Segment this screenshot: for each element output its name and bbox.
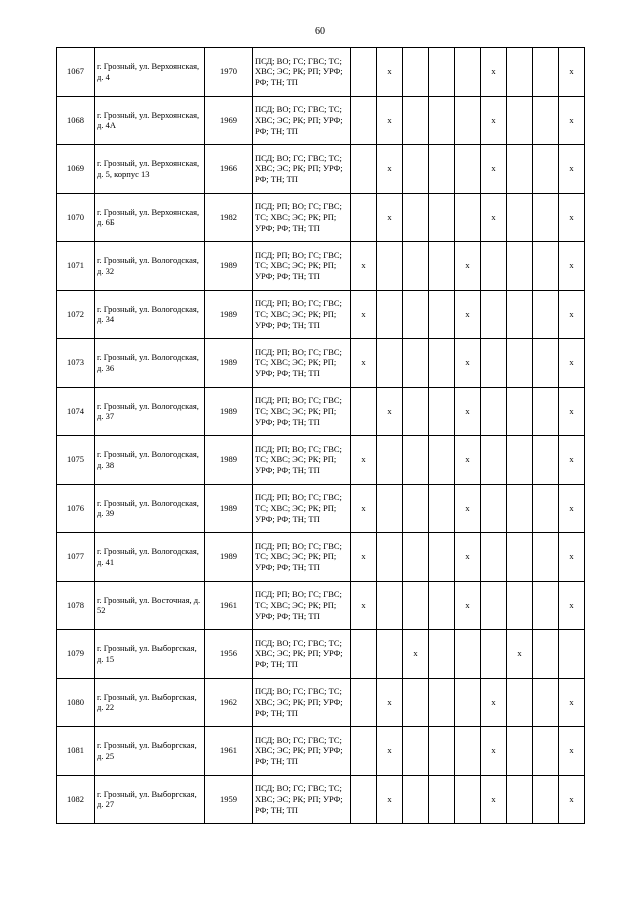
works-list-cell: ПСД; РП; ВО; ГС; ГВС; ТС; ХВС; ЭС; РК; РП; УРФ; РФ; ТН; ТП (253, 387, 351, 436)
works-list-cell: ПСД; РП; ВО; ГС; ГВС; ТС; ХВС; ЭС; РК; РП; УРФ; РФ; ТН; ТП (253, 242, 351, 291)
mark-cell (455, 727, 481, 776)
mark-cell (351, 193, 377, 242)
year-cell: 1989 (205, 533, 253, 582)
mark-cell (533, 96, 559, 145)
mark-cell (377, 290, 403, 339)
mark-cell (429, 581, 455, 630)
mark-cell (533, 436, 559, 485)
row-number-cell: 1068 (57, 96, 95, 145)
address-cell: г. Грозный, ул. Вологодская, д. 39 (95, 484, 205, 533)
table-row (57, 775, 585, 824)
mark-cell (455, 48, 481, 97)
mark-cell: х (377, 193, 403, 242)
table-row (57, 533, 585, 582)
year-cell: 1989 (205, 339, 253, 388)
table-row (57, 48, 585, 97)
address-cell: г. Грозный, ул. Вологодская, д. 32 (95, 242, 205, 291)
mark-cell: х (377, 727, 403, 776)
mark-cell (507, 193, 533, 242)
mark-cell (533, 48, 559, 97)
mark-cell (481, 339, 507, 388)
mark-cell: х (351, 242, 377, 291)
row-number-cell: 1076 (57, 484, 95, 533)
mark-cell: х (377, 145, 403, 194)
mark-cell (481, 630, 507, 679)
mark-cell: х (351, 339, 377, 388)
mark-cell (559, 630, 585, 679)
mark-cell (351, 145, 377, 194)
mark-cell (455, 145, 481, 194)
mark-cell (533, 581, 559, 630)
row-number-cell: 1069 (57, 145, 95, 194)
mark-cell: х (351, 484, 377, 533)
mark-cell (429, 775, 455, 824)
table-row (57, 484, 585, 533)
mark-cell: х (559, 727, 585, 776)
row-number-cell: 1077 (57, 533, 95, 582)
address-cell: г. Грозный, ул. Вологодская, д. 36 (95, 339, 205, 388)
mark-cell: х (559, 678, 585, 727)
address-cell: г. Грозный, ул. Верхоянская, д. 5, корпус 13 (95, 145, 205, 194)
year-cell: 1969 (205, 96, 253, 145)
mark-cell (351, 387, 377, 436)
year-cell: 1961 (205, 581, 253, 630)
mark-cell: х (559, 533, 585, 582)
mark-cell (507, 48, 533, 97)
year-cell: 1989 (205, 290, 253, 339)
year-cell: 1970 (205, 48, 253, 97)
mark-cell (351, 678, 377, 727)
address-cell: г. Грозный, ул. Выборгская, д. 25 (95, 727, 205, 776)
mark-cell (455, 630, 481, 679)
mark-cell: х (559, 436, 585, 485)
mark-cell (403, 242, 429, 291)
mark-cell (377, 533, 403, 582)
mark-cell (403, 96, 429, 145)
mark-cell: х (455, 339, 481, 388)
year-cell: 1989 (205, 436, 253, 485)
mark-cell: х (351, 436, 377, 485)
table-row (57, 145, 585, 194)
page-number: 60 (315, 26, 325, 37)
mark-cell (481, 436, 507, 485)
mark-cell (429, 533, 455, 582)
row-number-cell: 1075 (57, 436, 95, 485)
table-row (57, 581, 585, 630)
address-cell: г. Грозный, ул. Вологодская, д. 37 (95, 387, 205, 436)
mark-cell (533, 387, 559, 436)
mark-cell: х (559, 484, 585, 533)
row-number-cell: 1078 (57, 581, 95, 630)
mark-cell (351, 48, 377, 97)
year-cell: 1966 (205, 145, 253, 194)
row-number-cell: 1072 (57, 290, 95, 339)
mark-cell (533, 484, 559, 533)
mark-cell: х (481, 48, 507, 97)
mark-cell (533, 630, 559, 679)
works-list-cell: ПСД; РП; ВО; ГС; ГВС; ТС; ХВС; ЭС; РК; РП; УРФ; РФ; ТН; ТП (253, 436, 351, 485)
year-cell: 1959 (205, 775, 253, 824)
works-list-cell: ПСД; ВО; ГС; ГВС; ТС; ХВС; ЭС; РК; РП; УРФ; РФ; ТН; ТП (253, 145, 351, 194)
works-list-cell: ПСД; ВО; ГС; ГВС; ТС; ХВС; ЭС; РК; РП; УРФ; РФ; ТН; ТП (253, 678, 351, 727)
mark-cell: х (455, 242, 481, 291)
mark-cell: х (481, 775, 507, 824)
mark-cell: х (559, 339, 585, 388)
mark-cell: х (377, 678, 403, 727)
mark-cell (403, 581, 429, 630)
mark-cell (481, 290, 507, 339)
year-cell: 1989 (205, 484, 253, 533)
table-row (57, 193, 585, 242)
mark-cell: х (559, 775, 585, 824)
mark-cell (533, 290, 559, 339)
mark-cell: х (559, 290, 585, 339)
mark-cell (533, 193, 559, 242)
mark-cell: х (481, 193, 507, 242)
housing-registry-table (56, 47, 585, 824)
mark-cell (403, 678, 429, 727)
mark-cell (351, 630, 377, 679)
mark-cell: х (377, 775, 403, 824)
mark-cell (507, 339, 533, 388)
mark-cell (403, 387, 429, 436)
mark-cell (429, 484, 455, 533)
address-cell: г. Грозный, ул. Восточная, д. 52 (95, 581, 205, 630)
mark-cell (429, 145, 455, 194)
year-cell: 1956 (205, 630, 253, 679)
mark-cell (507, 145, 533, 194)
mark-cell: х (455, 290, 481, 339)
mark-cell (507, 678, 533, 727)
works-list-cell: ПСД; РП; ВО; ГС; ГВС; ТС; ХВС; ЭС; РК; РП; УРФ; РФ; ТН; ТП (253, 193, 351, 242)
row-number-cell: 1071 (57, 242, 95, 291)
mark-cell (455, 775, 481, 824)
mark-cell (429, 242, 455, 291)
mark-cell: х (559, 96, 585, 145)
mark-cell: х (351, 581, 377, 630)
mark-cell (377, 436, 403, 485)
row-number-cell: 1080 (57, 678, 95, 727)
mark-cell (377, 242, 403, 291)
mark-cell (403, 436, 429, 485)
mark-cell (533, 242, 559, 291)
mark-cell (533, 727, 559, 776)
row-number-cell: 1070 (57, 193, 95, 242)
mark-cell: х (559, 48, 585, 97)
row-number-cell: 1082 (57, 775, 95, 824)
mark-cell (351, 775, 377, 824)
mark-cell (507, 290, 533, 339)
works-list-cell: ПСД; РП; ВО; ГС; ГВС; ТС; ХВС; ЭС; РК; РП; УРФ; РФ; ТН; ТП (253, 533, 351, 582)
row-number-cell: 1067 (57, 48, 95, 97)
mark-cell (351, 727, 377, 776)
table-row (57, 96, 585, 145)
table-row (57, 678, 585, 727)
mark-cell: х (403, 630, 429, 679)
mark-cell: х (481, 678, 507, 727)
mark-cell (403, 145, 429, 194)
mark-cell (507, 581, 533, 630)
mark-cell (377, 630, 403, 679)
mark-cell (507, 436, 533, 485)
mark-cell: х (481, 96, 507, 145)
table-row (57, 339, 585, 388)
works-list-cell: ПСД; РП; ВО; ГС; ГВС; ТС; ХВС; ЭС; РК; РП; УРФ; РФ; ТН; ТП (253, 339, 351, 388)
works-list-cell: ПСД; РП; ВО; ГС; ГВС; ТС; ХВС; ЭС; РК; РП; УРФ; РФ; ТН; ТП (253, 581, 351, 630)
address-cell: г. Грозный, ул. Вологодская, д. 38 (95, 436, 205, 485)
mark-cell (429, 678, 455, 727)
mark-cell (403, 484, 429, 533)
row-number-cell: 1081 (57, 727, 95, 776)
mark-cell (403, 775, 429, 824)
mark-cell (481, 387, 507, 436)
mark-cell (429, 387, 455, 436)
mark-cell (403, 48, 429, 97)
mark-cell (403, 339, 429, 388)
mark-cell (429, 436, 455, 485)
mark-cell (455, 96, 481, 145)
row-number-cell: 1074 (57, 387, 95, 436)
mark-cell: х (455, 484, 481, 533)
mark-cell: х (481, 727, 507, 776)
mark-cell (533, 533, 559, 582)
mark-cell (481, 242, 507, 291)
mark-cell (481, 533, 507, 582)
row-number-cell: 1073 (57, 339, 95, 388)
mark-cell (403, 727, 429, 776)
mark-cell (429, 727, 455, 776)
mark-cell (403, 290, 429, 339)
mark-cell: х (559, 242, 585, 291)
address-cell: г. Грозный, ул. Выборгская, д. 27 (95, 775, 205, 824)
mark-cell (533, 775, 559, 824)
table-row (57, 387, 585, 436)
row-number-cell: 1079 (57, 630, 95, 679)
table-body (57, 48, 585, 824)
mark-cell (377, 581, 403, 630)
mark-cell (403, 193, 429, 242)
works-list-cell: ПСД; ВО; ГС; ГВС; ТС; ХВС; ЭС; РК; РП; УРФ; РФ; ТН; ТП (253, 630, 351, 679)
address-cell: г. Грозный, ул. Верхоянская, д. 4А (95, 96, 205, 145)
address-cell: г. Грозный, ул. Выборгская, д. 15 (95, 630, 205, 679)
table-row (57, 727, 585, 776)
mark-cell (429, 96, 455, 145)
mark-cell: х (351, 533, 377, 582)
mark-cell (351, 96, 377, 145)
mark-cell: х (559, 581, 585, 630)
mark-cell (507, 533, 533, 582)
mark-cell (507, 727, 533, 776)
mark-cell (481, 484, 507, 533)
mark-cell (377, 484, 403, 533)
table-row (57, 630, 585, 679)
mark-cell (481, 581, 507, 630)
works-list-cell: ПСД; ВО; ГС; ГВС; ТС; ХВС; ЭС; РК; РП; УРФ; РФ; ТН; ТП (253, 48, 351, 97)
works-list-cell: ПСД; РП; ВО; ГС; ГВС; ТС; ХВС; ЭС; РК; РП; УРФ; РФ; ТН; ТП (253, 290, 351, 339)
year-cell: 1961 (205, 727, 253, 776)
mark-cell (507, 96, 533, 145)
works-list-cell: ПСД; ВО; ГС; ГВС; ТС; ХВС; ЭС; РК; РП; УРФ; РФ; ТН; ТП (253, 727, 351, 776)
works-list-cell: ПСД; РП; ВО; ГС; ГВС; ТС; ХВС; ЭС; РК; РП; УРФ; РФ; ТН; ТП (253, 484, 351, 533)
year-cell: 1962 (205, 678, 253, 727)
mark-cell (507, 484, 533, 533)
mark-cell: х (377, 48, 403, 97)
mark-cell: х (377, 96, 403, 145)
mark-cell (429, 48, 455, 97)
table-row (57, 242, 585, 291)
address-cell: г. Грозный, ул. Верхоянская, д. 4 (95, 48, 205, 97)
address-cell: г. Грозный, ул. Вологодская, д. 34 (95, 290, 205, 339)
mark-cell (455, 678, 481, 727)
works-list-cell: ПСД; ВО; ГС; ГВС; ТС; ХВС; ЭС; РК; РП; УРФ; РФ; ТН; ТП (253, 775, 351, 824)
address-cell: г. Грозный, ул. Вологодская, д. 41 (95, 533, 205, 582)
table-row (57, 436, 585, 485)
mark-cell (507, 775, 533, 824)
mark-cell: х (377, 387, 403, 436)
table-row (57, 290, 585, 339)
mark-cell: х (351, 290, 377, 339)
mark-cell: х (559, 145, 585, 194)
year-cell: 1989 (205, 242, 253, 291)
mark-cell: х (455, 533, 481, 582)
mark-cell (377, 339, 403, 388)
mark-cell (429, 339, 455, 388)
mark-cell (533, 678, 559, 727)
mark-cell (533, 339, 559, 388)
mark-cell: х (455, 387, 481, 436)
year-cell: 1989 (205, 387, 253, 436)
address-cell: г. Грозный, ул. Верхоянская, д. 6Б (95, 193, 205, 242)
mark-cell: х (481, 145, 507, 194)
works-list-cell: ПСД; ВО; ГС; ГВС; ТС; ХВС; ЭС; РК; РП; УРФ; РФ; ТН; ТП (253, 96, 351, 145)
year-cell: 1982 (205, 193, 253, 242)
address-cell: г. Грозный, ул. Выборгская, д. 22 (95, 678, 205, 727)
mark-cell: х (559, 193, 585, 242)
mark-cell: х (455, 581, 481, 630)
mark-cell (429, 193, 455, 242)
mark-cell: х (507, 630, 533, 679)
mark-cell (429, 630, 455, 679)
mark-cell (429, 290, 455, 339)
mark-cell (533, 145, 559, 194)
mark-cell (403, 533, 429, 582)
mark-cell: х (455, 436, 481, 485)
mark-cell: х (559, 387, 585, 436)
mark-cell (455, 193, 481, 242)
mark-cell (507, 242, 533, 291)
mark-cell (507, 387, 533, 436)
